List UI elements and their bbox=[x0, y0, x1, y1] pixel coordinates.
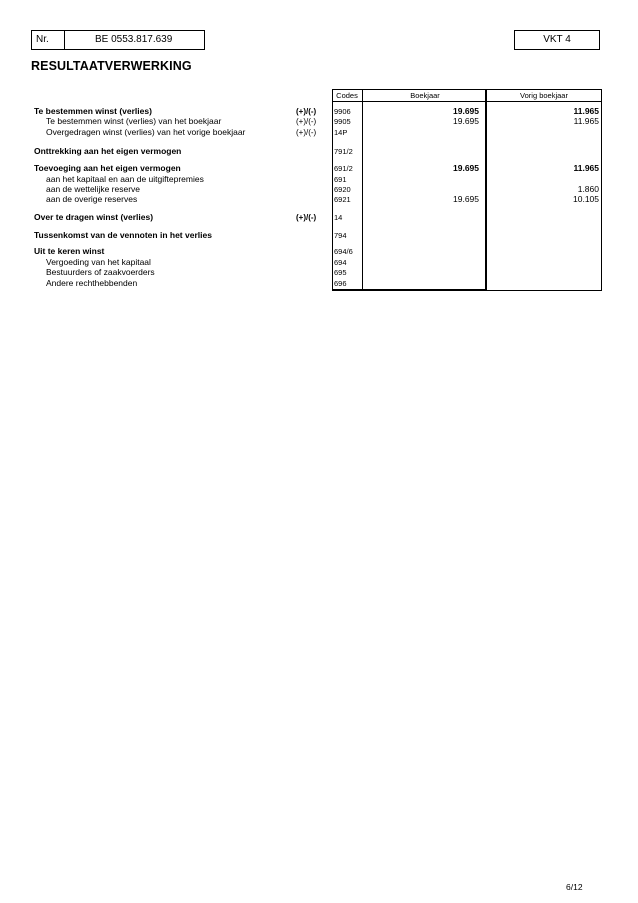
row-code: 14 bbox=[334, 213, 343, 222]
row-code: 14P bbox=[334, 128, 348, 137]
row-label: Bestuurders of zaakvoerders bbox=[46, 267, 155, 277]
row-label: Te bestemmen winst (verlies) bbox=[34, 106, 152, 116]
row-label: Te bestemmen winst (verlies) van het boekjaar bbox=[46, 116, 222, 126]
row-code: 6920 bbox=[334, 185, 351, 194]
table-row bbox=[0, 116, 638, 127]
row-code: 9906 bbox=[334, 107, 351, 116]
row-code: 694/6 bbox=[334, 247, 353, 256]
table-row bbox=[0, 278, 638, 289]
row-code: 694 bbox=[334, 258, 347, 267]
row-label: aan de overige reserves bbox=[46, 194, 138, 204]
form-code: VKT 4 bbox=[514, 30, 600, 50]
row-label: aan de wettelijke reserve bbox=[46, 184, 141, 194]
company-number: BE 0553.817.639 bbox=[64, 30, 205, 50]
row-current: 19.695 bbox=[453, 116, 479, 126]
table-row bbox=[0, 230, 638, 241]
row-label: Vergoeding van het kapitaal bbox=[46, 257, 151, 267]
row-code: 691 bbox=[334, 175, 347, 184]
row-previous: 11.965 bbox=[573, 163, 599, 173]
row-code: 691/2 bbox=[334, 164, 353, 173]
table-row bbox=[0, 212, 638, 223]
table-row bbox=[0, 127, 638, 138]
col-header-current: Boekjaar bbox=[410, 91, 440, 100]
row-current: 19.695 bbox=[453, 163, 479, 173]
bottom-border-prev bbox=[487, 290, 602, 291]
row-previous: 11.965 bbox=[573, 106, 599, 116]
row-label: Andere rechthebbenden bbox=[46, 278, 138, 288]
row-current: 19.695 bbox=[453, 106, 479, 116]
row-current: 19.695 bbox=[453, 194, 479, 204]
col-header-previous: Vorig boekjaar bbox=[520, 91, 568, 100]
row-code: 9905 bbox=[334, 117, 351, 126]
row-code: 696 bbox=[334, 279, 347, 288]
row-code: 6921 bbox=[334, 195, 351, 204]
row-label: Tussenkomst van de vennoten in het verlies bbox=[34, 230, 212, 240]
table-row bbox=[0, 246, 638, 257]
header-nr-label: Nr. bbox=[31, 30, 65, 50]
row-sign: (+)/(-) bbox=[296, 128, 317, 137]
row-previous: 11.965 bbox=[573, 116, 599, 126]
row-label: Uit te keren winst bbox=[34, 246, 105, 256]
row-code: 695 bbox=[334, 268, 347, 277]
table-row bbox=[0, 146, 638, 157]
row-previous: 1.860 bbox=[577, 184, 599, 194]
col-header-codes: Codes bbox=[336, 91, 358, 100]
page-number: 6/12 bbox=[566, 882, 583, 892]
row-label: Onttrekking aan het eigen vermogen bbox=[34, 146, 182, 156]
table-row bbox=[0, 163, 638, 174]
table-row bbox=[0, 267, 638, 278]
row-sign: (+)/(-) bbox=[296, 213, 317, 222]
row-label: Over te dragen winst (verlies) bbox=[34, 212, 154, 222]
row-sign: (+)/(-) bbox=[296, 117, 317, 126]
row-label: Overgedragen winst (verlies) van het vorige boekjaar bbox=[46, 127, 246, 137]
page-title: RESULTAATVERWERKING bbox=[31, 59, 192, 73]
table-row bbox=[0, 194, 638, 205]
header-underline bbox=[332, 101, 602, 102]
row-label: Toevoeging aan het eigen vermogen bbox=[34, 163, 181, 173]
row-code: 791/2 bbox=[334, 147, 353, 156]
row-code: 794 bbox=[334, 231, 347, 240]
row-previous: 10.105 bbox=[573, 194, 599, 204]
row-label: aan het kapitaal en aan de uitgiftepremies bbox=[46, 174, 204, 184]
row-sign: (+)/(-) bbox=[296, 107, 317, 116]
